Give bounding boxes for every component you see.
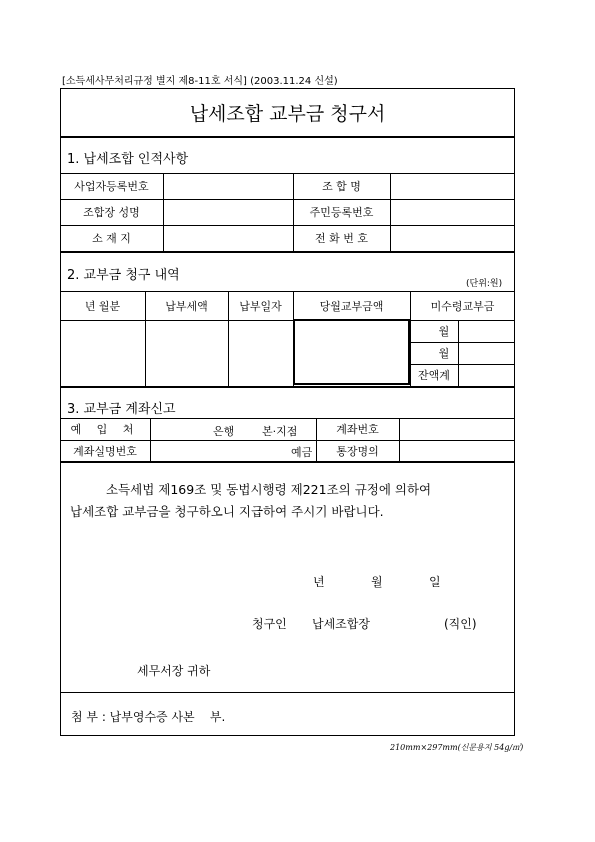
- date-month: 월: [371, 575, 383, 589]
- union-name-label: 조 합 명: [322, 180, 361, 193]
- balance-total-field[interactable]: [459, 365, 514, 385]
- addressee: 세무서장 귀하: [137, 664, 211, 678]
- claimant-label: 청구인: [252, 617, 287, 631]
- union-name-field[interactable]: [391, 174, 514, 198]
- col-unreceived-grant: 미수령교부금: [430, 299, 495, 313]
- col-payment-date: 납부일자: [239, 299, 282, 313]
- head-name-field[interactable]: [164, 200, 292, 224]
- attachment-note: 첨 부 : 납부영수증 사본 부.: [71, 710, 226, 724]
- col-tax-paid: 납부세액: [165, 299, 208, 313]
- passbook-name-field[interactable]: [400, 441, 514, 460]
- paper-spec-note: 210mm×297mm(신문용지 54g/㎡): [390, 743, 524, 752]
- biz-reg-no-label: 사업자등록번호: [74, 180, 149, 193]
- section1-heading: 1. 납세조합 인적사항: [67, 152, 189, 167]
- unreceived-month1-field[interactable]: [459, 321, 514, 341]
- payment-date-field[interactable]: [229, 321, 292, 385]
- seal-mark: (직인): [444, 617, 477, 631]
- passbook-name-label: 통장명의: [336, 444, 379, 458]
- date-year: 년: [313, 575, 325, 589]
- account-no-label: 계좌번호: [336, 423, 379, 436]
- head-name-label: 조합장 성명: [83, 206, 140, 219]
- account-holder-no-label: 계좌실명번호: [73, 444, 137, 458]
- year-month-field[interactable]: [61, 321, 144, 385]
- section3-heading: 3. 교부금 계좌신고: [67, 402, 176, 417]
- account-no-field[interactable]: [400, 419, 514, 439]
- branch-label: 본·지점: [262, 425, 298, 438]
- col-year-month: 년 월분: [84, 299, 121, 313]
- resident-no-label: 주민등록번호: [309, 206, 374, 219]
- statement-line-2: 납세조합 교부금을 청구하오니 지급하여 주시기 바랍니다.: [70, 504, 384, 519]
- phone-label: 전 화 번 호: [315, 232, 368, 245]
- month-label-2: 월: [438, 347, 450, 360]
- unit-note: (단위:원): [466, 279, 503, 289]
- deposit-label: 예 입 처: [70, 423, 140, 436]
- form-title: 납세조합 교부금 청구서: [189, 102, 386, 125]
- biz-reg-no-field[interactable]: [164, 174, 292, 198]
- address-field[interactable]: [164, 226, 292, 250]
- section2-heading: 2. 교부금 청구 내역: [67, 268, 180, 283]
- balance-total-label: 잔액계: [418, 369, 450, 382]
- month-label-1: 월: [438, 325, 450, 338]
- tax-paid-field[interactable]: [146, 321, 227, 385]
- claimant-role: 납세조합장: [312, 617, 370, 631]
- current-month-amount-field[interactable]: [293, 319, 410, 385]
- resident-no-field[interactable]: [391, 200, 514, 224]
- phone-field[interactable]: [391, 226, 514, 250]
- form-reference-note: [소득세사무처리규정 별지 제8-11호 서식] (2003.11.24 신설): [62, 76, 338, 87]
- statement-line-1: 소득세법 제169조 및 동법시행령 제221조의 규정에 의하여: [106, 482, 432, 497]
- deposit-type-label: 예금: [291, 446, 313, 459]
- date-day: 일: [429, 575, 441, 589]
- col-current-grant: 당월교부금액: [319, 299, 384, 313]
- address-label: 소 재 지: [92, 232, 131, 245]
- bank-label: 은행: [213, 425, 235, 438]
- unreceived-month2-field[interactable]: [459, 343, 514, 363]
